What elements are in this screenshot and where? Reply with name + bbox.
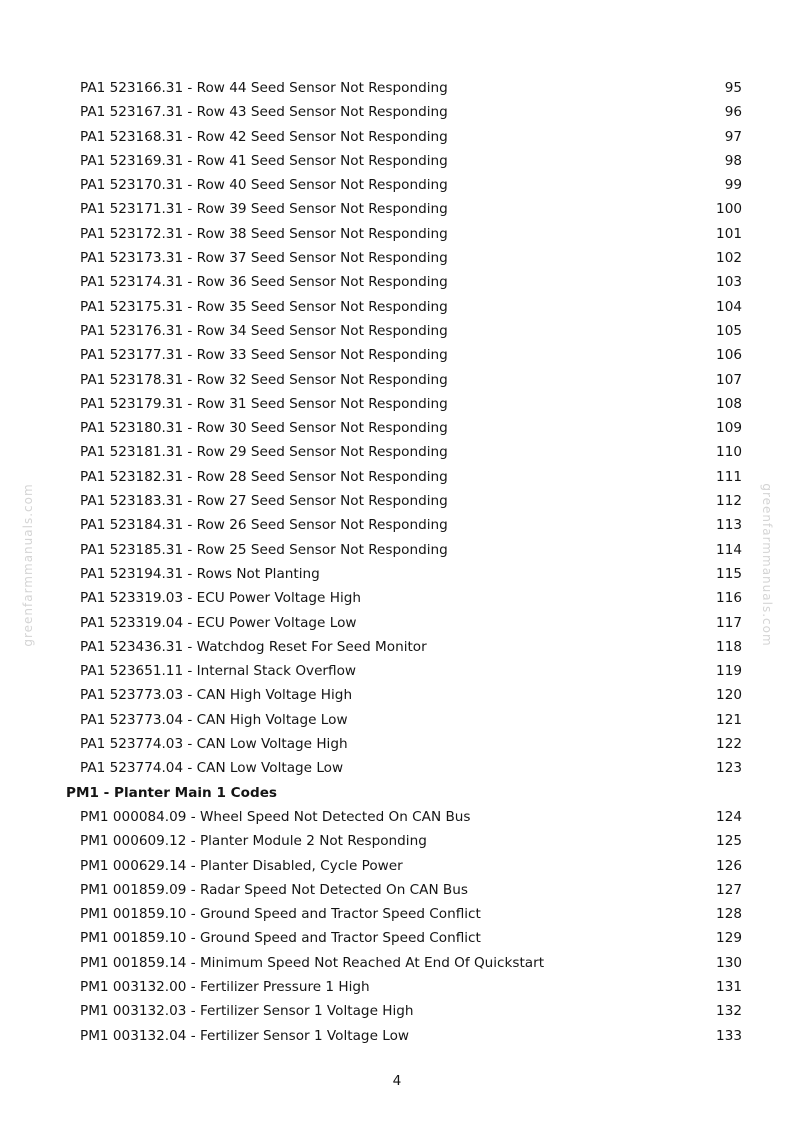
toc-entry-title: PA1 523170.31 - Row 40 Seed Sensor Not Responding <box>80 177 448 194</box>
toc-entry-title: PA1 523167.31 - Row 43 Seed Sensor Not Responding <box>80 104 448 121</box>
toc-entry-page: 107 <box>716 371 742 388</box>
toc-entry-page: 106 <box>716 347 742 364</box>
toc-entry-title: PA1 523319.04 - ECU Power Voltage Low <box>80 614 357 631</box>
toc-entry-page: 120 <box>716 687 742 704</box>
toc-entry-page: 128 <box>716 906 742 923</box>
toc-entry[interactable] <box>0 538 794 562</box>
toc-entry-title: PA1 523773.04 - CAN High Voltage Low <box>80 711 348 728</box>
toc-entry-page: 102 <box>716 250 742 267</box>
toc-entry-title: PA1 523184.31 - Row 26 Seed Sensor Not Responding <box>80 517 448 534</box>
watermark-left: greenfarmmanuals.com <box>21 483 35 647</box>
toc-entry-title: PA1 523168.31 - Row 42 Seed Sensor Not Responding <box>80 128 448 145</box>
toc-entry[interactable] <box>0 513 794 537</box>
toc-entry[interactable] <box>0 270 794 294</box>
toc-entry[interactable] <box>0 708 794 732</box>
toc-entry-page: 127 <box>716 881 742 898</box>
toc-entry-page: 108 <box>716 395 742 412</box>
toc-entry-page: 101 <box>716 225 742 242</box>
toc-entry[interactable] <box>0 635 794 659</box>
toc-entry-title: PA1 523177.31 - Row 33 Seed Sensor Not Responding <box>80 347 448 364</box>
toc-entry-title: PA1 523319.03 - ECU Power Voltage High <box>80 590 361 607</box>
toc-entry-title: PA1 523178.31 - Row 32 Seed Sensor Not Responding <box>80 371 448 388</box>
toc-entry-page: 103 <box>716 274 742 291</box>
toc-entry-page: 99 <box>724 177 742 194</box>
toc-entry[interactable] <box>0 197 794 221</box>
toc-entry-page: 125 <box>716 833 742 850</box>
toc-entry[interactable] <box>0 562 794 586</box>
toc-entry[interactable] <box>0 416 794 440</box>
toc-entry[interactable] <box>0 683 794 707</box>
toc-entry-page: 118 <box>716 638 742 655</box>
watermark-right: greenfarmmanuals.com <box>760 483 774 647</box>
section-heading <box>0 781 794 805</box>
toc-entry-title: PA1 523180.31 - Row 30 Seed Sensor Not Responding <box>80 420 448 437</box>
toc-entry[interactable] <box>0 586 794 610</box>
toc-entry-page: 95 <box>724 80 742 96</box>
toc-entry[interactable] <box>0 926 794 950</box>
toc-entry-title: PA1 523651.11 - Internal Stack Overflow <box>80 663 357 680</box>
toc-entry-page: 113 <box>716 517 742 534</box>
toc-entry-page: 98 <box>724 152 742 169</box>
toc-entry-page: 130 <box>716 954 742 971</box>
toc-entry-page: 115 <box>716 565 742 582</box>
toc-entry-title: PM1 001859.09 - Radar Speed Not Detected On CAN Bus <box>80 881 468 898</box>
toc-entry-page: 114 <box>716 541 742 558</box>
toc-entry[interactable] <box>0 465 794 489</box>
toc-entry-page: 122 <box>716 736 742 753</box>
toc-entry-title: PA1 523169.31 - Row 41 Seed Sensor Not Responding <box>80 152 448 169</box>
toc-entry-title: PA1 523173.31 - Row 37 Seed Sensor Not Responding <box>80 250 448 267</box>
toc-entry-page: 131 <box>716 978 742 995</box>
toc-entry-page: 132 <box>716 1003 742 1020</box>
toc-entry-title: PM1 000629.14 - Planter Disabled, Cycle Power <box>80 857 403 874</box>
toc-entry-title: PM1 - Planter Main 1 Codes <box>66 784 278 801</box>
toc-entry-page: 117 <box>716 614 742 631</box>
toc-entry[interactable] <box>0 440 794 464</box>
toc-entry-page: 97 <box>724 128 742 145</box>
toc-entry-title: PM1 001859.10 - Ground Speed and Tractor Speed Conflict <box>80 906 481 923</box>
toc-entry[interactable] <box>0 489 794 513</box>
toc-entry-page: 96 <box>724 104 742 121</box>
page-number: 4 <box>392 1073 402 1089</box>
toc-entry[interactable] <box>0 659 794 683</box>
toc-entry-title: PA1 523185.31 - Row 25 Seed Sensor Not Responding <box>80 541 448 558</box>
toc-entry[interactable] <box>0 975 794 999</box>
toc-entry[interactable] <box>0 76 794 100</box>
toc-entry[interactable] <box>0 732 794 756</box>
toc-entry-title: PA1 523174.31 - Row 36 Seed Sensor Not Responding <box>80 274 448 291</box>
toc-entry[interactable] <box>0 611 794 635</box>
toc-entry-title: PA1 523175.31 - Row 35 Seed Sensor Not Responding <box>80 298 448 315</box>
toc-entry[interactable] <box>0 343 794 367</box>
toc-entry-title: PA1 523774.03 - CAN Low Voltage High <box>80 736 348 753</box>
toc-entry-page: 100 <box>716 201 742 218</box>
toc-entry[interactable] <box>0 829 794 853</box>
toc-entry[interactable] <box>0 805 794 829</box>
toc-entry[interactable] <box>0 1024 794 1048</box>
toc-entry-title: PA1 523194.31 - Rows Not Planting <box>80 565 320 582</box>
toc-entry-page: 105 <box>716 322 742 339</box>
toc-entry[interactable] <box>0 295 794 319</box>
toc-entry-title: PA1 523172.31 - Row 38 Seed Sensor Not Responding <box>80 225 448 242</box>
toc-entry-title: PM1 003132.03 - Fertilizer Sensor 1 Voltage High <box>80 1003 414 1020</box>
table-of-contents <box>0 76 794 1048</box>
toc-entry[interactable] <box>0 756 794 780</box>
toc-entry-page: 119 <box>716 663 742 680</box>
toc-entry-page: 121 <box>716 711 742 728</box>
toc-entry-title: PA1 523773.03 - CAN High Voltage High <box>80 687 353 704</box>
toc-entry[interactable] <box>0 951 794 975</box>
toc-entry[interactable] <box>0 878 794 902</box>
toc-entry-page: 116 <box>716 590 742 607</box>
toc-entry-title: PM1 000609.12 - Planter Module 2 Not Responding <box>80 833 427 850</box>
toc-entry-page: 110 <box>716 444 742 461</box>
toc-entry-title: PA1 523176.31 - Row 34 Seed Sensor Not Responding <box>80 322 448 339</box>
toc-entry-page: 126 <box>716 857 742 874</box>
toc-entry[interactable] <box>0 173 794 197</box>
toc-entry[interactable] <box>0 319 794 343</box>
toc-entry[interactable] <box>0 854 794 878</box>
toc-entry-title: PM1 001859.10 - Ground Speed and Tractor Speed Conflict <box>80 930 481 947</box>
toc-entry-title: PM1 001859.14 - Minimum Speed Not Reached At End Of Quickstart <box>80 954 545 971</box>
toc-entry-title: PA1 523171.31 - Row 39 Seed Sensor Not Responding <box>80 201 448 218</box>
toc-entry-title: PA1 523774.04 - CAN Low Voltage Low <box>80 760 344 777</box>
toc-entry-title: PA1 523179.31 - Row 31 Seed Sensor Not Responding <box>80 395 448 412</box>
toc-entry-title: PA1 523436.31 - Watchdog Reset For Seed Monitor <box>80 638 427 655</box>
toc-entry[interactable] <box>0 125 794 149</box>
toc-entry-page: 129 <box>716 930 742 947</box>
toc-entry-page: 124 <box>716 808 742 825</box>
toc-entry-page: 112 <box>716 493 742 510</box>
toc-entry-page: 133 <box>716 1027 742 1044</box>
toc-entry-page: 111 <box>716 468 742 485</box>
toc-entry[interactable] <box>0 100 794 124</box>
toc-entry-title: PA1 523181.31 - Row 29 Seed Sensor Not Responding <box>80 444 448 461</box>
toc-entry-page: 123 <box>716 760 742 777</box>
toc-entry-title: PM1 003132.00 - Fertilizer Pressure 1 High <box>80 978 370 995</box>
toc-entry-title: PA1 523182.31 - Row 28 Seed Sensor Not Responding <box>80 468 448 485</box>
toc-entry[interactable] <box>0 392 794 416</box>
toc-entry[interactable] <box>0 149 794 173</box>
toc-entry-page: 109 <box>716 420 742 437</box>
toc-entry-title: PM1 003132.04 - Fertilizer Sensor 1 Voltage Low <box>80 1027 410 1044</box>
toc-entry[interactable] <box>0 999 794 1023</box>
toc-entry[interactable] <box>0 246 794 270</box>
toc-entry[interactable] <box>0 368 794 392</box>
toc-entry-title: PA1 523166.31 - Row 44 Seed Sensor Not Responding <box>80 80 448 96</box>
toc-entry[interactable] <box>0 902 794 926</box>
toc-entry[interactable] <box>0 222 794 246</box>
toc-entry-title: PA1 523183.31 - Row 27 Seed Sensor Not Responding <box>80 493 448 510</box>
toc-entry-title: PM1 000084.09 - Wheel Speed Not Detected On CAN Bus <box>80 808 471 825</box>
toc-entry-page: 104 <box>716 298 742 315</box>
